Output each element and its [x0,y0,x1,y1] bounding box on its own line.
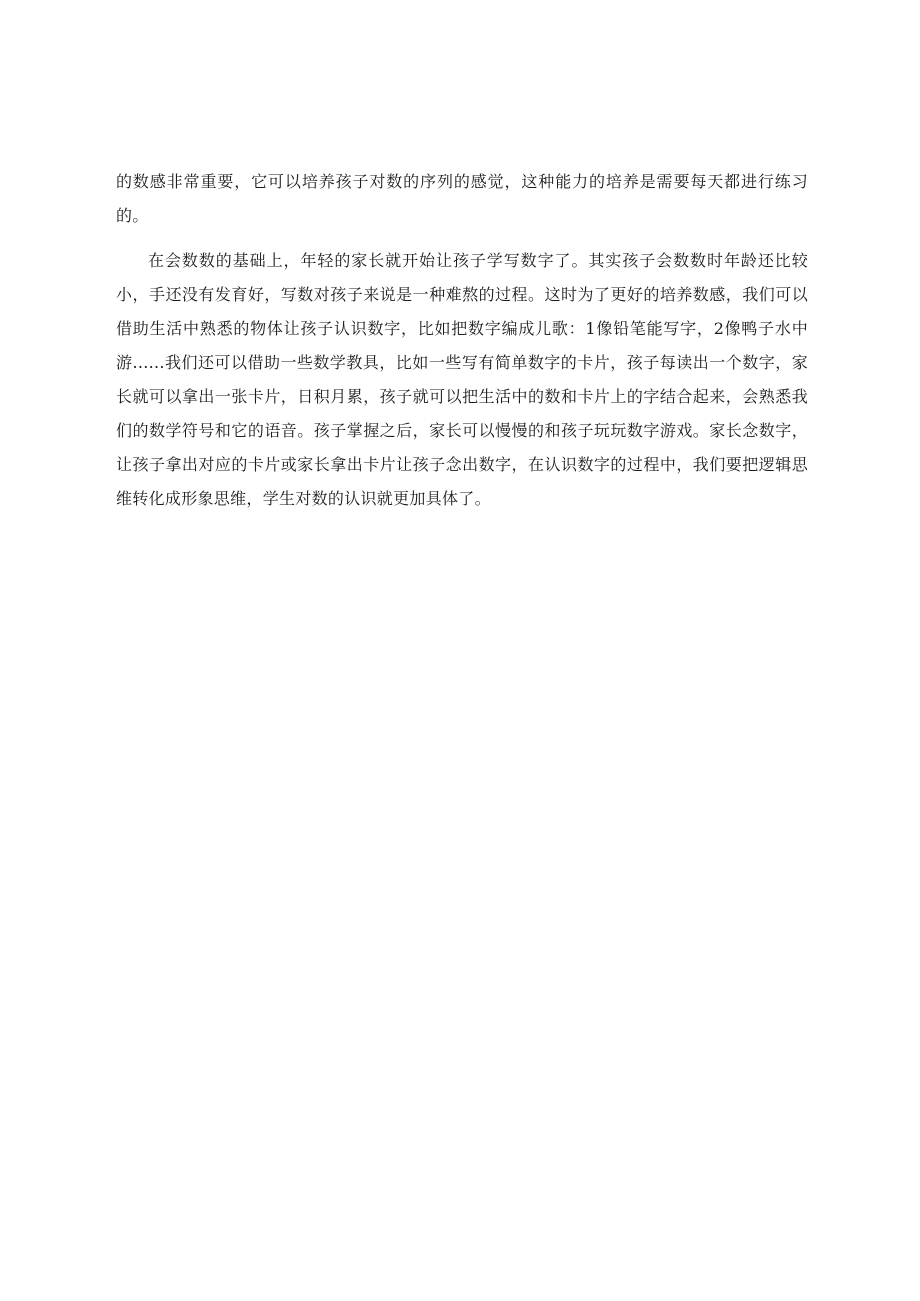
paragraph-number-writing: 在会数数的基础上，年轻的家长就开始让孩子学写数字了。其实孩子会数数时年龄还比较小，手还没有发育好，写数对孩子来说是一种难熬的过程。这时为了更好的培养数感，我们可以借助生活中熟悉的物体让孩子认识数字，比如把数字编成儿歌：1像铅笔能写字，2像鸭子水中游......我们还可以借助一些数学教具，比如一些写有简单数字的卡片，孩子每读出一个数字，家长就可以拿出一张卡片，日积月累，孩子就可以把生活中的数和卡片上的字结合起来，会熟悉我们的数学符号和它的语音。孩子掌握之后，家长可以慢慢的和孩子玩玩数字游戏。家长念数字，让孩子拿出对应的卡片或家长拿出卡片让孩子念出数字，在认识数字的过程中，我们要把逻辑思维转化成形象思维，学生对数的认识就更加具体了。 [116,251,808,508]
document-body [116,165,808,516]
paragraph-continuation: 的数感非常重要，它可以培养孩子对数的序列的感觉，这种能力的培养是需要每天都进行练习的。 [116,172,808,225]
